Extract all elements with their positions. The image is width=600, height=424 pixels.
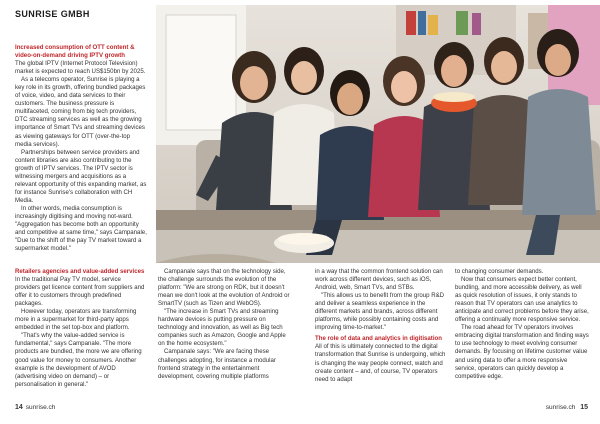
hero-photo	[156, 5, 600, 263]
column-4	[315, 268, 448, 384]
column-4-paragraph: "This allows us to benefit from the group R&D and deliver a seamless experience in the different markets and brands, across different platforms, while possibly containing costs and improving time-to-market."	[315, 292, 445, 332]
column-3-paragraph: Campanale says: "We are facing these challenges adopting, for instance a modular frontend strategy in the entertainment development, covering multiple platforms	[158, 348, 276, 380]
column-1-heading: Increased consumption of OTT content & video-on-demand driving IPTV growth	[15, 44, 135, 60]
column-5-paragraph: The road ahead for TV operators involves embracing digital transformation and finding ways to use technology to meet evolving consumer demands. By focusing on lifetime customer value and using data to offer a more responsive service, operators can quickly develop a competitive edge.	[455, 324, 589, 380]
column-5-paragraph: Now that consumers expect better content, bundling, and more accessible delivery, as well as quick resolution of issues, it only stands to reason that TV operators can use analytics to anticipate and correct problems before they arise, offering a continually more responsive service.	[455, 276, 589, 324]
brand-header: SUNRISE GMBH	[15, 9, 90, 19]
column-2-paragraph: However today, operators are transforming more in a supermarket for third-party apps embedded in the set top-box and platform.	[15, 308, 137, 332]
column-4-paragraph: All of this is ultimately connected to the digital transformation that Sunrise is undergoing, which is changing the way people connect, watch and create content – and, of course, TV operators need to adapt	[315, 343, 446, 383]
column-4-paragraph: in a way that the common frontend solution can work across different devices, such as iOS, Android, web, Smart TVs, and STBs.	[315, 268, 443, 292]
column-2-paragraph: "That's why the value-added service is fundamental," says Campanale. "The more products are bundled, the more we are offering good value for money to consumers. Another example is the development of AVOD (advertising video on demand) – or personalisation in general."	[15, 332, 142, 388]
column-5	[455, 268, 589, 381]
column-2	[15, 268, 147, 389]
right-site: sunrise.ch	[545, 404, 576, 411]
left-site: sunrise.ch	[25, 404, 56, 411]
left-folio	[15, 404, 55, 411]
column-2-paragraph: In the traditional Pay TV model, service providers get licence content from suppliers and offer it to customers through predefined packages.	[15, 276, 145, 308]
column-4-heading: The role of data and analytics in digitisation	[315, 335, 442, 343]
right-folio	[546, 404, 588, 411]
column-1-paragraph: Partnerships between service providers and content libraries are also contributing to the growth of IPTV services. The IPTV sector is witnessing mergers and acquisitions as a relevant opportunity of this expanding market, as for instance Sunrise's collaboration with CH Media.	[15, 148, 147, 204]
column-5-paragraph: to changing consumer demands.	[455, 268, 544, 275]
column-2-heading: Retailers agencies and value-added services	[15, 268, 145, 275]
column-3	[158, 268, 293, 381]
column-1-paragraph: The global IPTV (Internet Protocol Television) market is expected to reach US$150bn by 2025.	[15, 60, 146, 76]
column-1	[15, 44, 147, 253]
left-page-number: 14	[15, 404, 23, 411]
column-1-paragraph: As a telecoms operator, Sunrise is playing a key role in its growth, offering bundled packages of voice, video, and data services to their customers. The business pressure is multifaceted, coming from big tech providers, DTC streaming services as well as the growing importance of Smart TVs and streaming devices as viewing gateways for OTT (over-the-top media services).	[15, 76, 146, 148]
column-3-paragraph: Campanale says that on the technology side, the challenge surrounds the evolution of the platform: "We are strong on RDK, but it doesn't mean we don't look at the evolution of Android or SmartTV (such as Tizen and WebOS).	[158, 268, 290, 308]
right-page-number: 15	[580, 404, 588, 411]
column-1-paragraph: In other words, media consumption is increasingly digitising and moving not-ward. "Aggregation has become both an opportunity and competitive at same time," says Campanale, "Due to the shift of the pay TV market toward a supermarket model."	[15, 204, 147, 253]
column-3-paragraph: "The increase in Smart TVs and streaming hardware devices is putting pressure on technology and innovation, as well as Big tech companies such as Amazon, Google and Apple on the home ecosystem."	[158, 308, 286, 348]
